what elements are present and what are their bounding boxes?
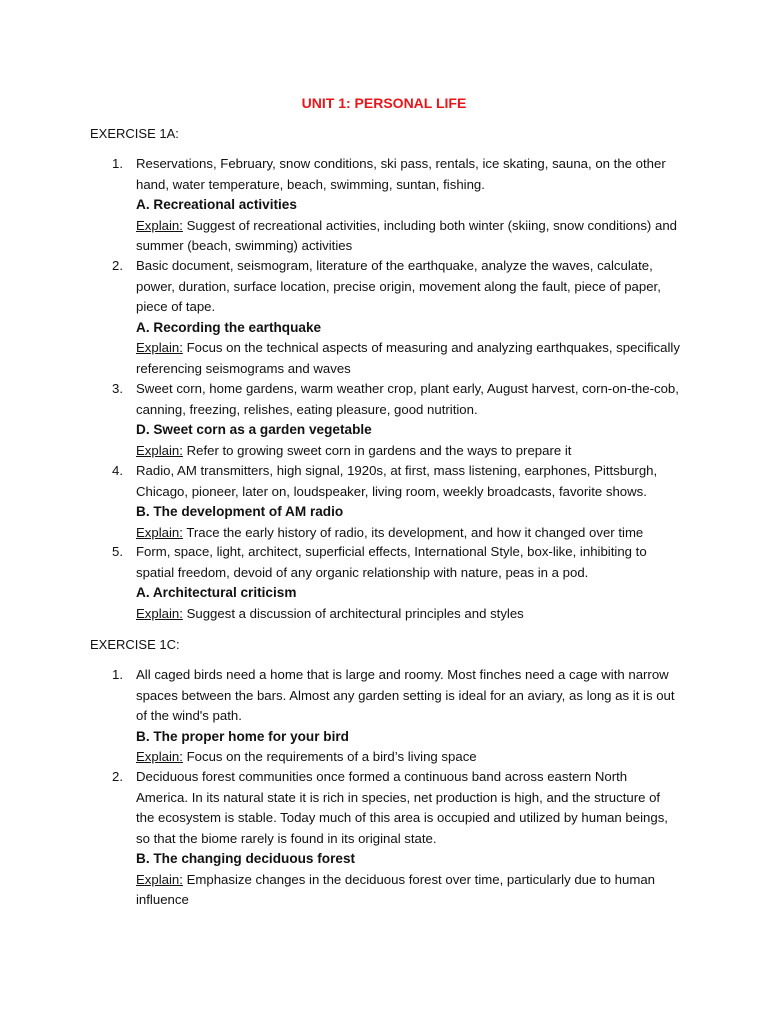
- answer-heading: A. Recreational activities: [136, 197, 297, 212]
- explain-text: Focus on the technical aspects of measuring and analyzing earthquakes, specifically referencing seismograms and waves: [136, 340, 680, 376]
- explain-label: Explain:: [136, 605, 183, 621]
- explain-text: Emphasize changes in the deciduous forest over time, particularly due to human influence: [136, 871, 655, 907]
- exercise-heading: EXERCISE 1A:: [90, 126, 179, 141]
- answer-heading: B. The changing deciduous forest: [136, 851, 356, 866]
- item-number: 1.: [112, 156, 123, 171]
- item-text: Radio, AM transmitters, high signal, 1920s, at first, mass listening, earphones, Pittsburgh, Chicago, pioneer, later on, loudspeaker, living room, weekly broadcasts, favorite shows.: [136, 463, 658, 499]
- explain-text: Refer to growing sweet corn in gardens and the ways to prepare it: [182, 442, 572, 458]
- item-number: 2.: [112, 769, 123, 784]
- explanation: [136, 523, 682, 544]
- explanation: [136, 441, 682, 462]
- item-text: Sweet corn, home gardens, warm weather crop, plant early, August harvest, corn-on-the-cob, canning, freezing, relishes, eating pleasure, good nutrition.: [136, 381, 679, 417]
- explain-label: Explain:: [136, 871, 183, 887]
- explanation: [136, 604, 682, 625]
- explain-text: Suggest a discussion of architectural principles and styles: [182, 605, 524, 621]
- answer-heading: A. Architectural criticism: [136, 585, 297, 600]
- item-number: 1.: [112, 667, 123, 682]
- explain-label: Explain:: [136, 340, 183, 355]
- item-number: 4.: [112, 463, 123, 478]
- answer-heading: B. The development of AM radio: [136, 504, 344, 519]
- exercise-heading: EXERCISE 1C:: [90, 637, 180, 652]
- item-text: All caged birds need a home that is large and roomy. Most finches need a cage with narrow spaces between the bars. Almost any garden setting is ideal for an aviary, as long as it is out of the wind's path.: [136, 667, 675, 723]
- item-text: Reservations, February, snow conditions, ski pass, rentals, ice skating, sauna, on the other hand, water temperature, beach, swimming, suntan, fishing.: [136, 156, 666, 192]
- explanation: [136, 338, 682, 379]
- explain-label: Explain:: [136, 524, 183, 540]
- item-number: 3.: [112, 381, 123, 396]
- explain-label: Explain:: [136, 749, 183, 764]
- explanation: [136, 216, 682, 257]
- explanation: [136, 747, 682, 768]
- item-text: Basic document, seismogram, literature of the earthquake, analyze the waves, calculate, power, duration, surface location, precise origin, movement along the fault, piece of paper, piece of tape.: [136, 258, 661, 314]
- answer-heading: D. Sweet corn as a garden vegetable: [136, 422, 372, 437]
- item-number: 5.: [112, 544, 123, 559]
- item-text: Deciduous forest communities once formed a continuous band across eastern North America. In its natural state it is rich in species, net production is high, and the structure of the ecosystem is stable. Today much of this area is occupied and utilized by human beings, so that the biome rarely is found in its original state.: [136, 769, 668, 846]
- explain-text: Focus on the requirements of a bird’s living space: [182, 749, 477, 764]
- item-number: 2.: [112, 258, 123, 273]
- item-text: Form, space, light, architect, superficial effects, International Style, box-like, inhibiting to spatial freedom, devoid of any organic relationship with nature, peas in a pod.: [136, 544, 647, 580]
- explain-text: Trace the early history of radio, its development, and how it changed over time: [182, 524, 644, 540]
- explain-label: Explain:: [136, 442, 183, 458]
- explain-text: Suggest of recreational activities, including both winter (skiing, snow conditions) and summer (beach, swimming) activities: [136, 217, 677, 253]
- explain-label: Explain:: [136, 217, 183, 233]
- answer-heading: B. The proper home for your bird: [136, 728, 349, 744]
- explanation: [136, 870, 682, 911]
- answer-heading: A. Recording the earthquake: [136, 319, 322, 335]
- page-title: UNIT 1: PERSONAL LIFE: [301, 95, 467, 111]
